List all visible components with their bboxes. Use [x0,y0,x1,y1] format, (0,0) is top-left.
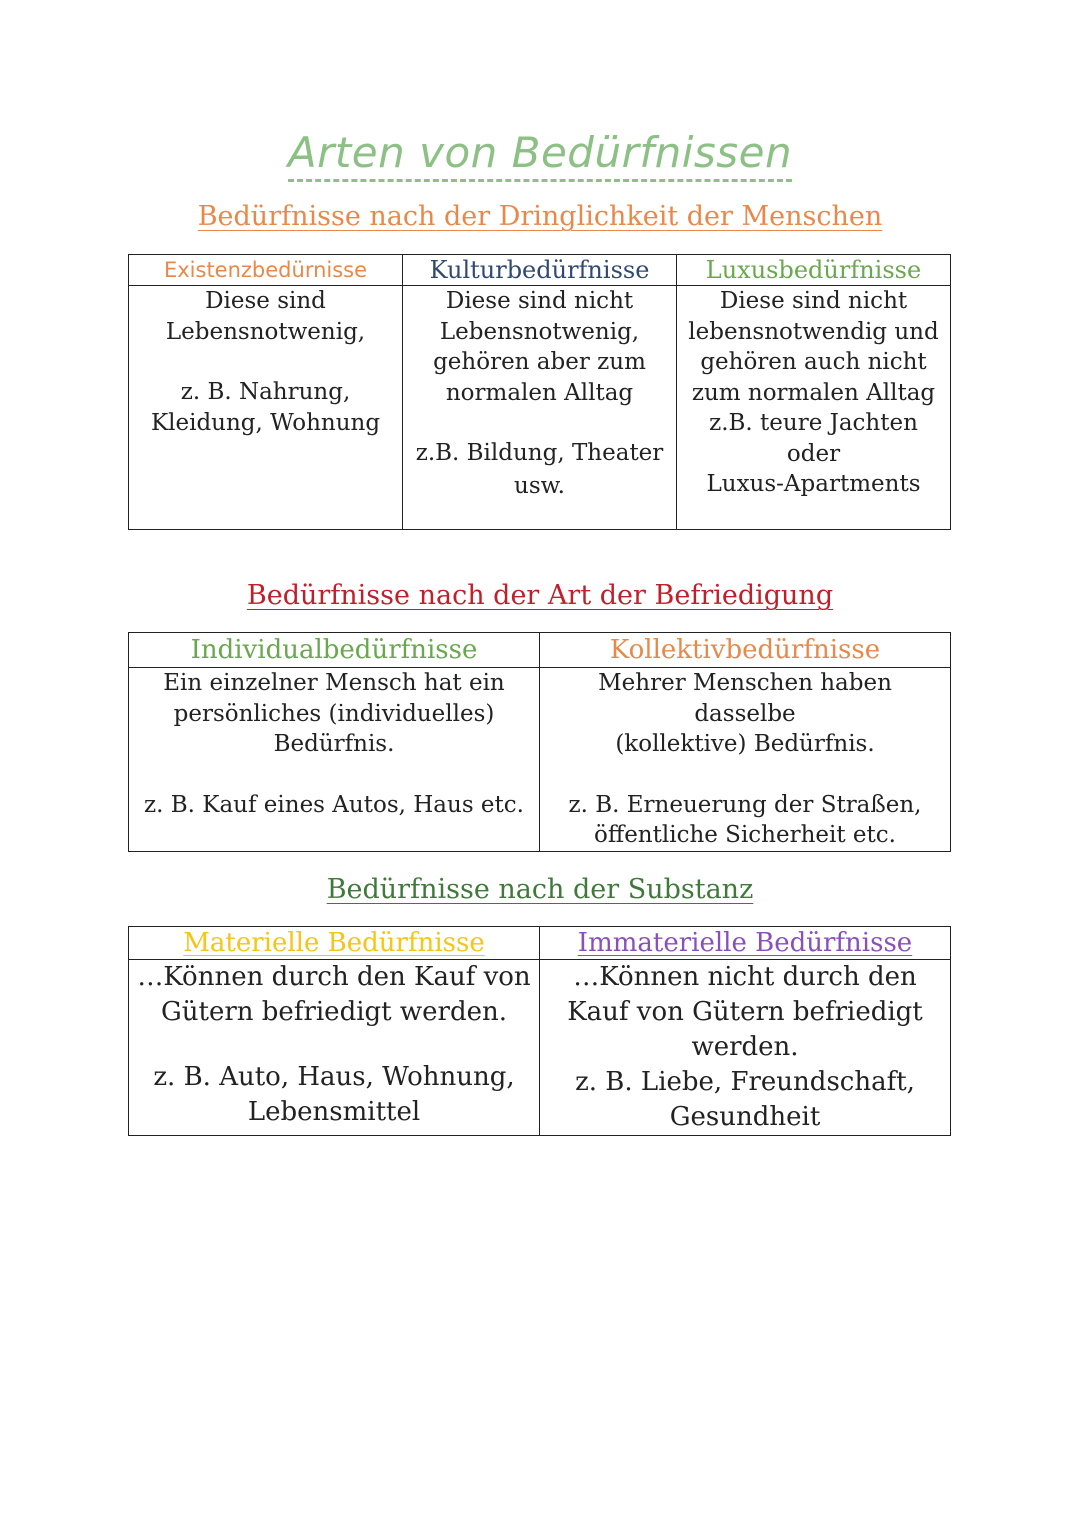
text-line: Luxus-Apartments [706,471,921,497]
text-line: gehören auch nicht [700,349,927,375]
cell-immateriell [540,960,951,1136]
text-line: zum normalen Alltag [691,379,936,406]
header-immateriell-text: Immaterielle Bedürfnisse [577,928,913,958]
header-kollektiv: Kollektivbedürfnisse [540,633,951,668]
header-kultur: Kulturbedürfnisse [403,255,677,286]
table-body-row [129,960,951,1136]
text-line: werden. [691,1032,799,1062]
text-line: gehören aber zum [433,349,646,375]
cell-kultur [403,286,677,530]
header-immateriell [540,927,951,960]
table-header-row [129,255,951,286]
cell-materiell [129,960,540,1136]
example-line: z.B. Bildung, Theater [415,440,664,466]
substanz-table [128,926,951,1136]
example-line: z. B. Auto, Haus, Wohnung, [153,1062,515,1092]
table-header-row [129,633,951,668]
text-line: normalen Alltag [445,379,634,406]
section1-heading: Bedürfnisse nach der Dringlichkeit der Menschen [197,201,883,232]
header-materiell [129,927,540,960]
page-title-text: Arten von Bedürfnissen [288,128,792,182]
text-line: …Können nicht durch den [573,962,917,992]
text-line: z.B. teure Jachten oder [709,410,918,467]
befriedigung-table [128,632,951,852]
cell-luxus [677,286,951,530]
header-existenz: Existenzbedürnisse [129,255,403,286]
example-line: z. B. Liebe, Freundschaft, [575,1067,915,1097]
text-line: Lebensnotwenig, [439,318,640,345]
text-line: Lebensnotwenig, [165,318,366,345]
text-line: lebensnotwendig und [688,318,939,345]
text-line: …Können durch den Kauf von [137,962,531,992]
text-line: Diese sind [205,288,326,314]
text-line: Bedürfnis. [273,731,395,757]
page-title [0,128,1080,177]
example-line: z. B. Erneuerung der Straßen, [568,791,922,818]
header-individual: Individualbedürfnisse [129,633,540,668]
header-luxus: Luxusbedürfnisse [677,255,951,286]
example-line: z. B. Kauf eines Autos, Haus etc. [144,791,524,818]
example-line: öffentliche Sicherheit etc. [594,822,896,848]
text-line: Kauf von Gütern befriedigt [567,997,923,1027]
text-line: Diese sind nicht [445,288,634,314]
example-line: usw. [514,472,565,499]
dringlichkeit-table [128,254,951,530]
example-line: Kleidung, Wohnung [150,409,381,436]
table-body-row [129,286,951,530]
text-line: Mehrer Menschen haben dasselbe [598,670,892,727]
text-line: persönliches (individuelles) [173,700,495,727]
text-line: Diese sind nicht [719,288,908,314]
cell-individual [129,668,540,852]
table-header-row [129,927,951,960]
header-materiell-text: Materielle Bedürfnisse [183,928,485,958]
section2-heading: Bedürfnisse nach der Art der Befriedigung [246,580,834,611]
cell-kollektiv [540,668,951,852]
text-line: (kollektive) Bedürfnis. [615,731,875,757]
example-line: Gesundheit [669,1102,821,1132]
cell-existenz [129,286,403,530]
example-line: Lebensmittel [247,1097,421,1127]
text-line: Ein einzelner Mensch hat ein [163,670,505,696]
table-body-row [129,668,951,852]
example-line: z. B. Nahrung, [180,379,351,405]
text-line: Gütern befriedigt werden. [161,997,507,1027]
section3-heading: Bedürfnisse nach der Substanz [326,874,754,905]
